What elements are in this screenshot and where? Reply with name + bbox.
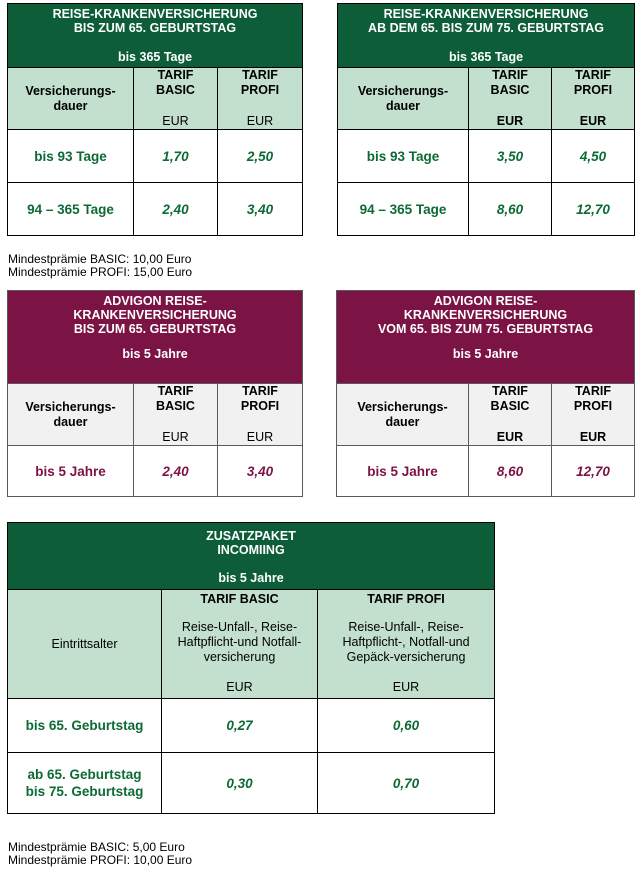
minimum-premium-basic: Mindestprämie BASIC: 10,00 Euro bbox=[8, 252, 192, 266]
table-period: bis 5 Jahre bbox=[218, 571, 284, 585]
table-header bbox=[338, 4, 635, 68]
price-basic: 8,60 bbox=[469, 183, 552, 236]
column-header-basic bbox=[469, 68, 552, 130]
table-title-line3: VOM 65. BIS ZUM 75. GEBURTSTAG bbox=[377, 322, 594, 336]
tarif-description-line3: Gepäck-versicherung bbox=[346, 650, 466, 664]
tarif-name: TARIF BASIC bbox=[200, 592, 279, 606]
column-header-profi bbox=[552, 68, 635, 130]
row-label: bis 5 Jahre bbox=[8, 446, 134, 497]
price-basic: 8,60 bbox=[469, 446, 552, 497]
row-label-line1: bis 65. Geburtstag bbox=[25, 718, 144, 733]
price-basic: 3,50 bbox=[469, 130, 552, 183]
price-profi: 2,50 bbox=[218, 130, 303, 183]
column-header-basic bbox=[162, 590, 318, 699]
table-period: bis 365 Tage bbox=[117, 50, 193, 64]
row-label bbox=[8, 753, 162, 814]
currency-label: EUR bbox=[162, 430, 189, 444]
price-profi: 12,70 bbox=[552, 183, 635, 236]
table-row bbox=[338, 183, 635, 236]
minimum-premium-basic: Mindestprämie BASIC: 5,00 Euro bbox=[8, 840, 185, 854]
tarif-name: TARIF PROFI bbox=[367, 592, 445, 606]
tarif-name: BASIC bbox=[490, 83, 530, 97]
table-row bbox=[338, 130, 635, 183]
table-advigon-65-75 bbox=[336, 290, 635, 497]
column-label-line1: Versicherungs- bbox=[25, 399, 116, 414]
row-label: bis 5 Jahre bbox=[337, 446, 469, 497]
tarif-name: BASIC bbox=[156, 399, 195, 413]
price-profi: 0,70 bbox=[318, 753, 495, 814]
column-header-profi bbox=[218, 68, 303, 130]
tarif-name: BASIC bbox=[490, 399, 530, 413]
row-label: 94 – 365 Tage bbox=[8, 183, 134, 236]
tarif-description-line2: Haftpflicht-, Notfall-und bbox=[342, 635, 470, 649]
table-advigon-bis-65 bbox=[7, 290, 303, 497]
table-title-line1: ZUSATZPAKET bbox=[206, 529, 296, 543]
table-title-line2: BIS ZUM 65. GEBURTSTAG bbox=[73, 21, 237, 35]
minimum-premium-profi: Mindestprämie PROFI: 10,00 Euro bbox=[8, 853, 193, 867]
price-profi: 3,40 bbox=[218, 183, 303, 236]
column-label-line1: Versicherungs- bbox=[357, 399, 448, 414]
currency-label: EUR bbox=[246, 114, 274, 128]
tarif-description-line3: versicherung bbox=[203, 650, 276, 664]
currency-label: EUR bbox=[226, 680, 253, 694]
tarif-name: BASIC bbox=[156, 83, 195, 97]
table-header bbox=[8, 291, 303, 384]
column-label-line2: dauer bbox=[385, 414, 420, 429]
column-header-profi bbox=[552, 384, 635, 446]
tarif-label: TARIF bbox=[492, 384, 528, 398]
price-basic: 0,27 bbox=[162, 699, 318, 753]
price-basic: 0,30 bbox=[162, 753, 318, 814]
column-label-line2: dauer bbox=[53, 414, 88, 429]
table-period: bis 5 Jahre bbox=[122, 347, 188, 361]
table-title-line3: BIS ZUM 65. GEBURTSTAG bbox=[73, 322, 237, 336]
currency-label: EUR bbox=[496, 430, 524, 444]
table-period: bis 5 Jahre bbox=[452, 347, 519, 361]
tarif-description-line2: Haftpflicht-und Notfall- bbox=[177, 635, 302, 649]
table-header bbox=[8, 523, 495, 590]
table-row bbox=[8, 130, 303, 183]
table-title-line2: KRANKENVERSICHERUNG bbox=[73, 308, 237, 322]
table-kranken-65-75 bbox=[337, 3, 635, 236]
price-basic: 1,70 bbox=[134, 130, 218, 183]
column-header-basic bbox=[134, 384, 218, 446]
column-header-basic bbox=[469, 384, 552, 446]
price-profi: 3,40 bbox=[218, 446, 303, 497]
table-title-line1: ADVIGON REISE- bbox=[433, 294, 538, 308]
tarif-label: TARIF bbox=[575, 384, 611, 398]
table-period: bis 365 Tage bbox=[448, 50, 524, 64]
table-row bbox=[8, 183, 303, 236]
row-label-line1: ab 65. Geburtstag bbox=[27, 767, 142, 782]
price-profi: 12,70 bbox=[552, 446, 635, 497]
tarif-label: TARIF bbox=[157, 384, 194, 398]
tarif-name: PROFI bbox=[573, 83, 613, 97]
column-label-line2: dauer bbox=[53, 98, 88, 113]
tarif-description-line1: Reise-Unfall-, Reise- bbox=[348, 620, 464, 634]
column-header-entry-age: Eintrittsalter bbox=[8, 590, 162, 699]
table-header bbox=[8, 4, 303, 68]
row-label: 94 – 365 Tage bbox=[338, 183, 469, 236]
table-title-line2: INCOMIING bbox=[217, 543, 285, 557]
table-title-line1: REISE-KRANKENVERSICHERUNG bbox=[52, 7, 258, 21]
table-row bbox=[8, 753, 495, 814]
minimum-premium-note bbox=[8, 253, 192, 279]
currency-label: EUR bbox=[496, 114, 524, 128]
column-label-line1: Versicherungs- bbox=[357, 83, 449, 98]
table-zusatzpaket-incoming bbox=[7, 522, 495, 814]
column-header-duration bbox=[8, 384, 134, 446]
row-label bbox=[8, 699, 162, 753]
price-profi: 0,60 bbox=[318, 699, 495, 753]
price-basic: 2,40 bbox=[134, 446, 218, 497]
table-title-line2: AB DEM 65. BIS ZUM 75. GEBURTSTAG bbox=[368, 21, 604, 35]
column-label-line1: Versicherungs- bbox=[25, 83, 116, 98]
table-row bbox=[8, 699, 495, 753]
column-header-duration bbox=[337, 384, 469, 446]
tarif-label: TARIF bbox=[242, 384, 278, 398]
column-header-duration bbox=[338, 68, 469, 130]
tarif-label: TARIF bbox=[575, 68, 611, 82]
row-label-line2: bis 75. Geburtstag bbox=[25, 784, 144, 799]
row-label: bis 93 Tage bbox=[338, 130, 469, 183]
table-row bbox=[8, 446, 303, 497]
table-header bbox=[337, 291, 635, 384]
table-kranken-bis-65 bbox=[7, 3, 303, 236]
table-title-line1: REISE-KRANKENVERSICHERUNG bbox=[383, 7, 589, 21]
column-header-basic bbox=[134, 68, 218, 130]
tarif-name: PROFI bbox=[240, 83, 280, 97]
row-label: bis 93 Tage bbox=[8, 130, 134, 183]
minimum-premium-note-2 bbox=[8, 841, 192, 867]
price-profi: 4,50 bbox=[552, 130, 635, 183]
tarif-label: TARIF bbox=[242, 68, 278, 82]
tarif-label: TARIF bbox=[157, 68, 194, 82]
currency-label: EUR bbox=[579, 114, 607, 128]
column-header-profi bbox=[318, 590, 495, 699]
table-row bbox=[337, 446, 635, 497]
column-header-duration bbox=[8, 68, 134, 130]
currency-label: EUR bbox=[162, 114, 189, 128]
currency-label: EUR bbox=[246, 430, 274, 444]
table-title-line1: ADVIGON REISE- bbox=[103, 294, 207, 308]
currency-label: EUR bbox=[579, 430, 607, 444]
price-basic: 2,40 bbox=[134, 183, 218, 236]
currency-label: EUR bbox=[392, 680, 420, 694]
table-title-line2: KRANKENVERSICHERUNG bbox=[403, 308, 568, 322]
tarif-label: TARIF bbox=[492, 68, 528, 82]
minimum-premium-profi: Mindestprämie PROFI: 15,00 Euro bbox=[8, 265, 193, 279]
tarif-description-line1: Reise-Unfall-, Reise- bbox=[181, 620, 298, 634]
tarif-name: PROFI bbox=[573, 399, 613, 413]
column-label-line2: dauer bbox=[385, 98, 421, 113]
column-header-profi bbox=[218, 384, 303, 446]
tarif-name: PROFI bbox=[240, 399, 280, 413]
